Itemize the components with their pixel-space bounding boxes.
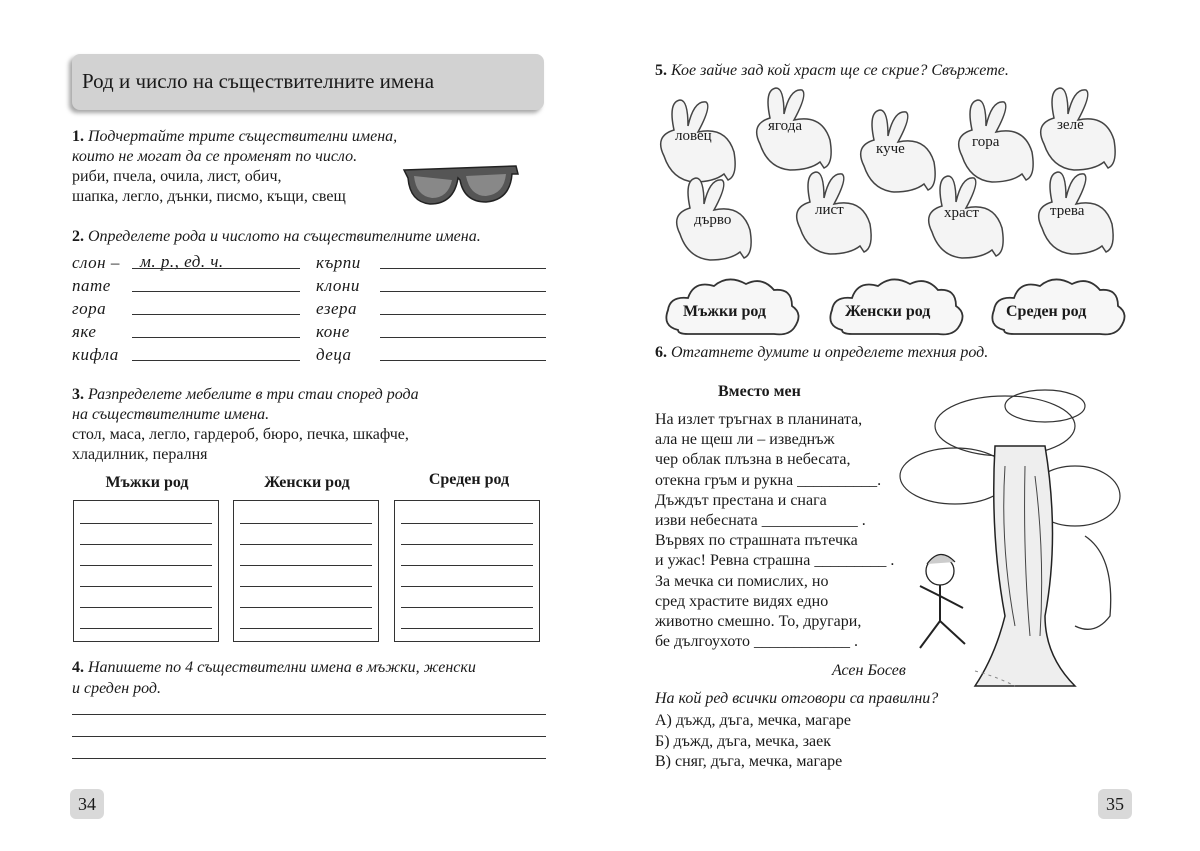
ex2-right-word: деца bbox=[316, 345, 352, 364]
bunny-word[interactable]: трева bbox=[1050, 203, 1085, 219]
quiz-answer-a[interactable]: А) дъжд, дъга, мечка, магаре bbox=[655, 712, 851, 729]
ex2-right-word: клони bbox=[316, 276, 360, 295]
poem-line: Вървях по страшната пътечка bbox=[655, 532, 858, 550]
ex4-number: 4. bbox=[72, 659, 84, 676]
ex2-right-word: езера bbox=[316, 299, 357, 318]
page-title: Род и число на съществителните имена bbox=[82, 69, 435, 93]
poem-line: животно смешно. То, другари, bbox=[655, 613, 862, 631]
ex1-number: 1. bbox=[72, 128, 84, 145]
quiz-question: На кой ред всички отговори са правилни? bbox=[655, 690, 939, 707]
ex2-answer-line[interactable] bbox=[132, 337, 300, 338]
ex2-answer-line[interactable] bbox=[132, 360, 300, 361]
poem-body bbox=[655, 410, 894, 652]
quiz-answer-c[interactable]: В) сняг, дъга, мечка, магаре bbox=[655, 753, 843, 770]
ex4-instruction-1: Напишете по 4 съществителни имена в мъжки, женски bbox=[88, 659, 476, 676]
tree-boy-donkey-illustration bbox=[895, 386, 1125, 696]
bunny-word[interactable]: дърво bbox=[694, 212, 732, 228]
bunny-word[interactable]: ягода bbox=[768, 118, 803, 134]
cloud-label-feminine[interactable]: Женски род bbox=[845, 303, 931, 320]
ex2-left-word: пате bbox=[72, 276, 111, 295]
quiz-answers bbox=[655, 711, 851, 773]
sunglasses-icon bbox=[400, 160, 520, 210]
poem-line: сред храстите видях едно bbox=[655, 592, 829, 610]
ex4-answer-line[interactable] bbox=[72, 714, 546, 715]
column-header-feminine: Женски род bbox=[264, 474, 350, 491]
bunny-word[interactable]: гора bbox=[972, 134, 1000, 150]
ex1-instruction-1: Подчертайте трите съществителни имена, bbox=[88, 128, 398, 145]
bunny-word[interactable]: зеле bbox=[1057, 117, 1084, 133]
ex2-answer-line[interactable] bbox=[380, 360, 546, 361]
ex3-words-2: хладилник, пералня bbox=[72, 446, 208, 463]
ex2-answer-line[interactable] bbox=[380, 268, 546, 269]
bunny-word[interactable]: лист bbox=[815, 202, 844, 218]
ex1-instruction-2: които не могат да се променят по число. bbox=[72, 148, 358, 165]
ex1-words-1: риби, пчела, очила, лист, обич, bbox=[72, 168, 282, 185]
ex2-left-word: кифла bbox=[72, 345, 119, 364]
ex2-answer-line[interactable] bbox=[132, 268, 300, 269]
poem-line: ала не щеш ли – изведнъж bbox=[655, 431, 835, 449]
room-box-feminine[interactable] bbox=[233, 500, 379, 642]
column-header-masculine: Мъжки род bbox=[105, 474, 189, 491]
ex2-left-word: яке bbox=[72, 322, 97, 341]
ex1-words-2: шапка, легло, дънки, писмо, къщи, свещ bbox=[72, 188, 346, 205]
ex2-answer-line[interactable] bbox=[380, 314, 546, 315]
column-header-neuter: Среден род bbox=[428, 471, 510, 488]
ex2-answer-line[interactable] bbox=[380, 291, 546, 292]
ex6-number: 6. bbox=[655, 344, 667, 361]
ex2-answer-line[interactable] bbox=[132, 314, 300, 315]
exercise-4 bbox=[72, 657, 476, 699]
cloud-label-neuter[interactable]: Среден род bbox=[1006, 303, 1087, 320]
page-number-right: 35 bbox=[1098, 789, 1132, 819]
ex6-instruction: Отгатнете думите и определете техния род. bbox=[671, 344, 989, 361]
exercise-6-instruction bbox=[655, 344, 988, 362]
page-number-left: 34 bbox=[70, 789, 104, 819]
ex3-instruction-2: на съществителните имена. bbox=[72, 406, 270, 423]
room-box-masculine[interactable] bbox=[73, 500, 219, 642]
poem-title: Вместо мен bbox=[718, 383, 801, 400]
poem-author: Асен Босев bbox=[832, 662, 906, 679]
ex3-words-1: стол, маса, легло, гардероб, бюро, печка, шкафче, bbox=[72, 426, 409, 443]
ex2-number: 2. bbox=[72, 228, 84, 245]
ex3-instruction-1: Разпределете мебелите в три стаи според рода bbox=[88, 386, 419, 403]
ex4-instruction-2: и среден род. bbox=[72, 680, 162, 697]
poem-line: и ужас! Ревна страшна _________ . bbox=[655, 552, 895, 570]
poem-line: чер облак плъзна в небесата, bbox=[655, 451, 851, 469]
ex2-example-answer: м. р., ед. ч. bbox=[140, 252, 224, 271]
poem-line: Дъждът престана и снага bbox=[655, 491, 827, 509]
room-box-neuter[interactable] bbox=[394, 500, 540, 642]
ex2-right-word: кърпи bbox=[316, 253, 361, 272]
ex2-answer-line[interactable] bbox=[132, 291, 300, 292]
poem-line: отекна гръм и рукна __________. bbox=[655, 471, 882, 489]
ex4-answer-line[interactable] bbox=[72, 758, 546, 759]
exercise-3 bbox=[72, 385, 419, 465]
quiz-answer-b[interactable]: Б) дъжд, дъга, мечка, заек bbox=[655, 732, 832, 750]
ex2-answer-line[interactable] bbox=[380, 337, 546, 338]
ex2-instruction: Определете рода и числото на съществителните имена. bbox=[88, 228, 481, 245]
poem-line: изви небесната ____________ . bbox=[655, 512, 866, 530]
exercise-1 bbox=[72, 127, 402, 207]
ex2-left-word: гора bbox=[72, 299, 107, 318]
ex2-right-word: коне bbox=[316, 322, 350, 341]
ex5-instruction: Кое зайче зад кой храст ще се скрие? Свържете. bbox=[671, 62, 1009, 79]
ex3-number: 3. bbox=[72, 386, 84, 403]
poem-line: За мечка си помислих, но bbox=[655, 572, 829, 590]
bunny-word[interactable]: куче bbox=[876, 141, 905, 157]
bunny-word[interactable]: храст bbox=[944, 205, 979, 221]
cloud-label-masculine[interactable]: Мъжки род bbox=[683, 303, 766, 320]
ex4-answer-line[interactable] bbox=[72, 736, 546, 737]
poem-line: На излет тръгнах в планината, bbox=[655, 411, 863, 428]
ex2-left-word: слон – bbox=[72, 253, 120, 272]
section-title-box bbox=[72, 54, 544, 110]
exercise-2-instruction bbox=[72, 228, 481, 246]
ex5-number: 5. bbox=[655, 62, 667, 79]
poem-line: бе дългоухото ____________ . bbox=[655, 633, 858, 651]
bunny-word[interactable]: ловец bbox=[675, 128, 712, 144]
